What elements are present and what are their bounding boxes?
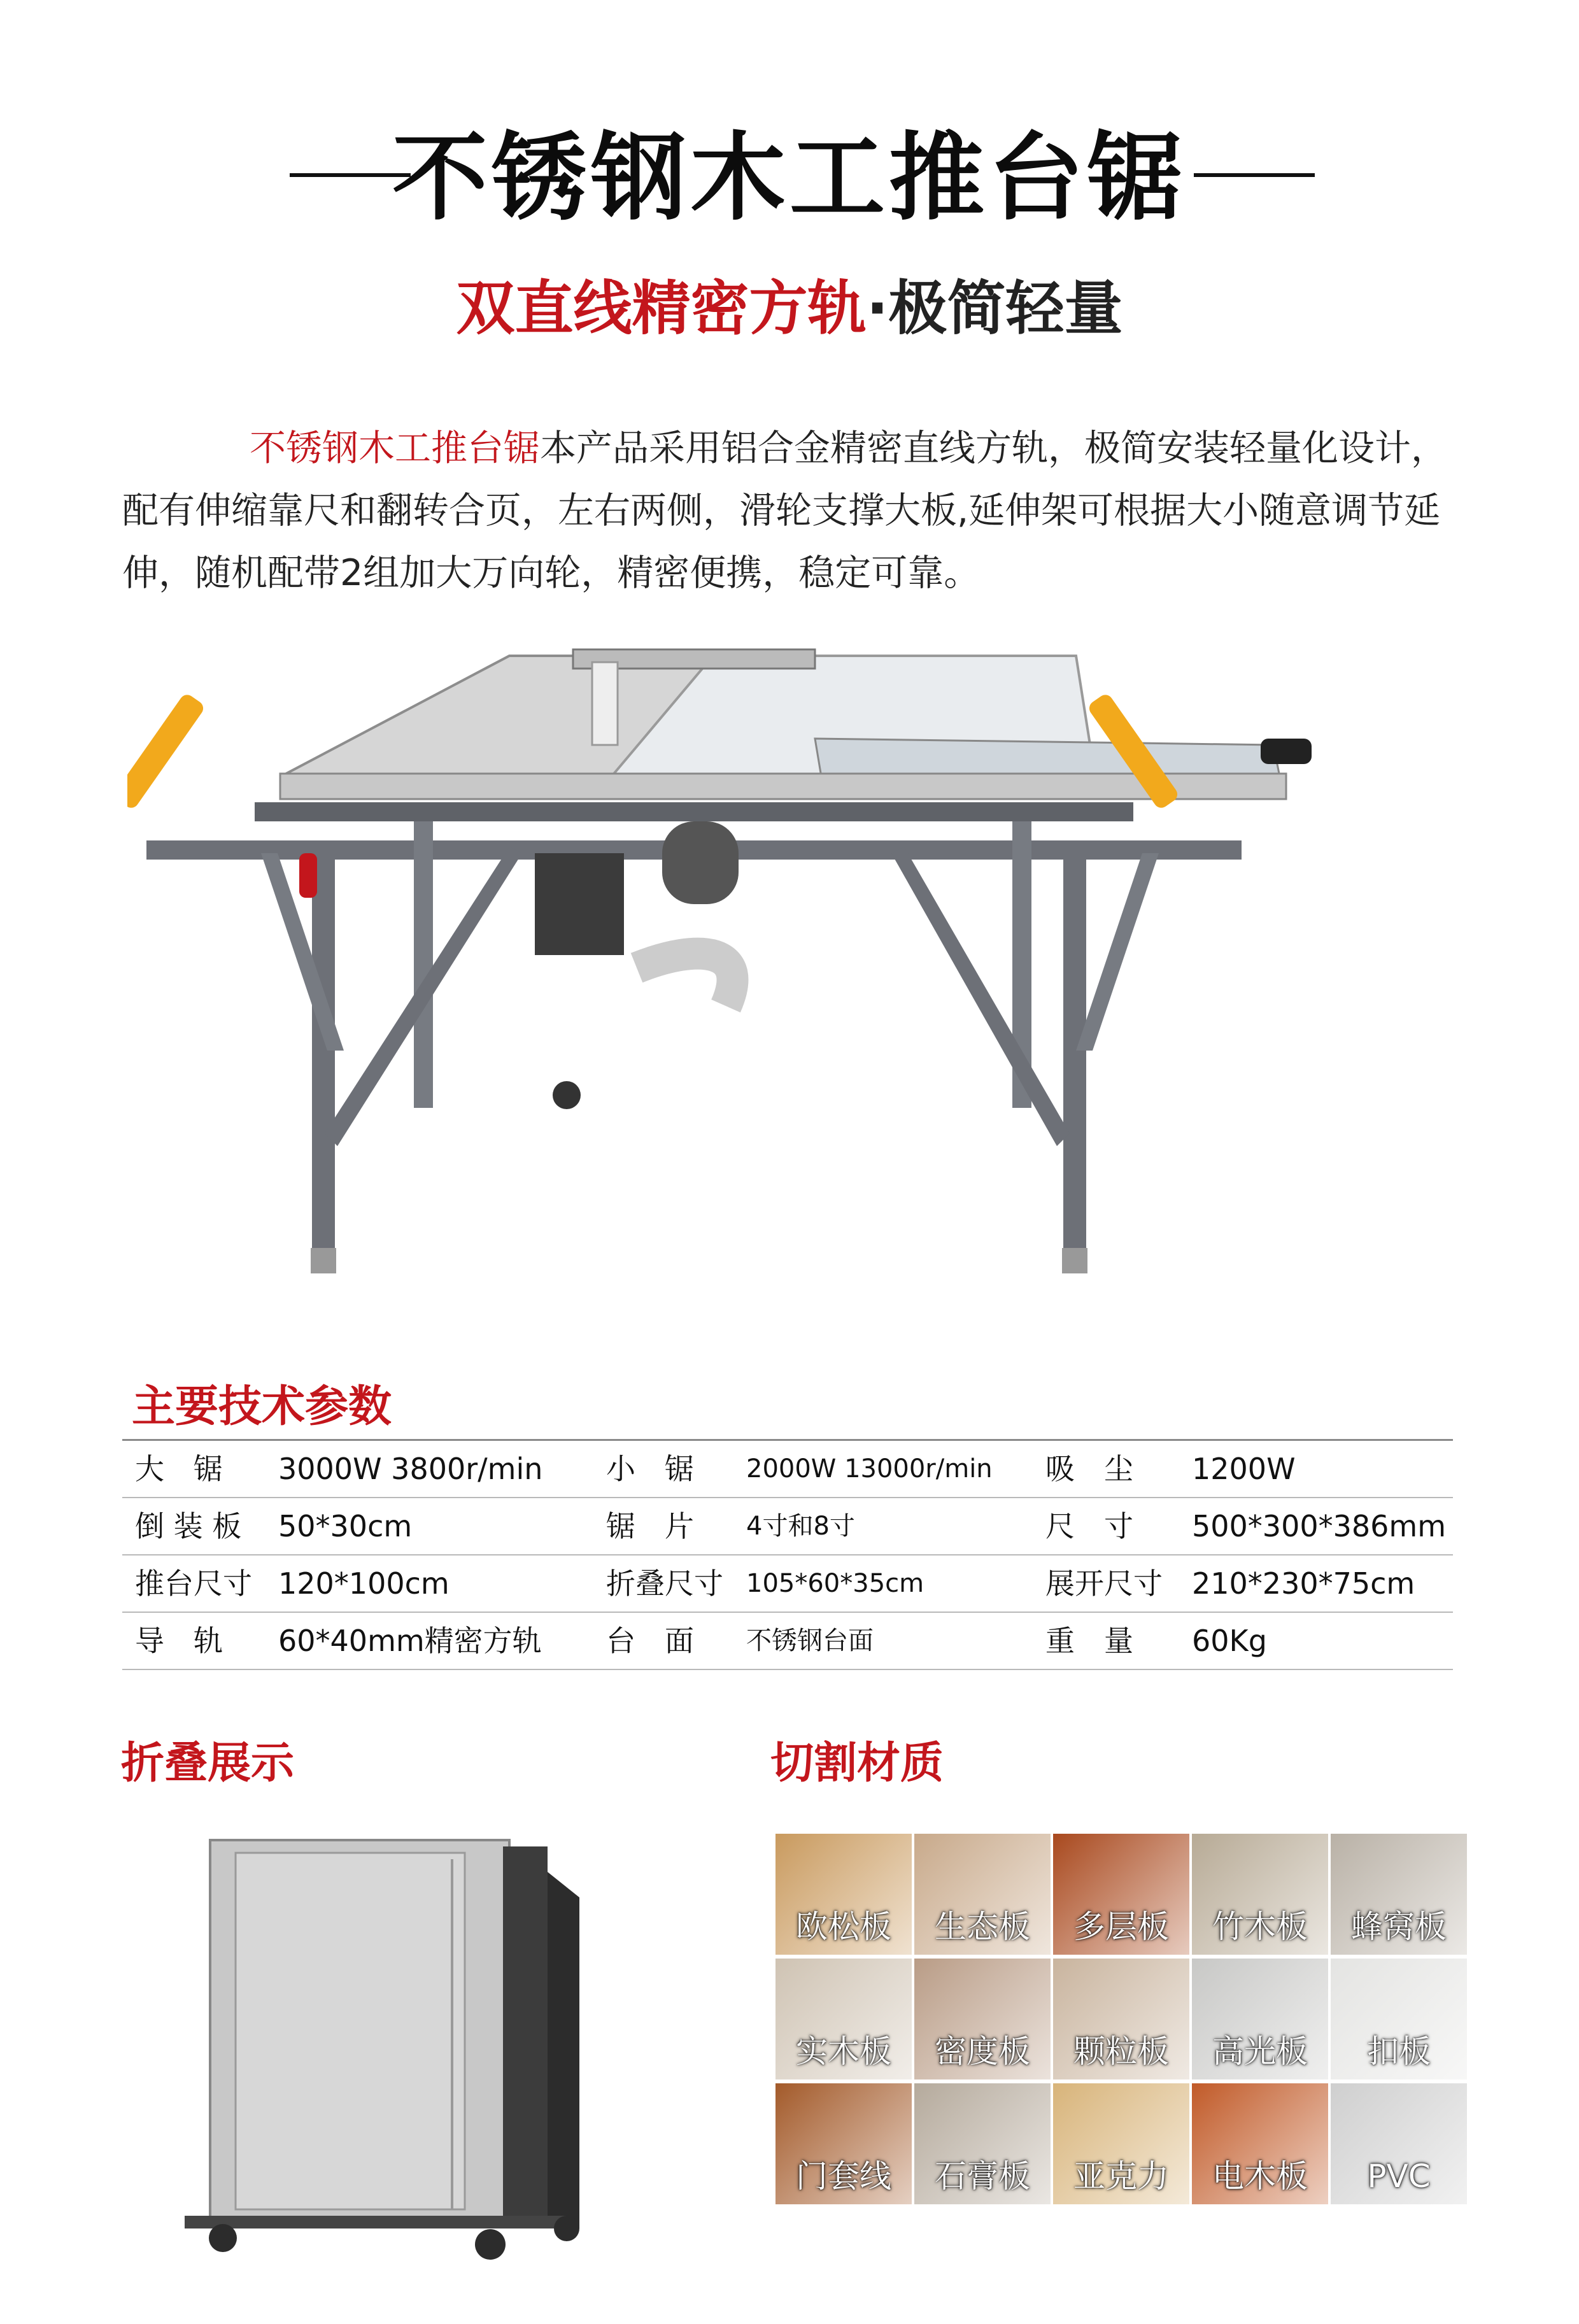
spec-label: 尺 寸 bbox=[1045, 1509, 1133, 1543]
folded-saw-illustration bbox=[185, 1821, 618, 2267]
material-label: PVC bbox=[1367, 2158, 1431, 2195]
page-title: 不锈钢木工推台锯 bbox=[392, 123, 1187, 234]
spec-value: 60Kg bbox=[1192, 1624, 1267, 1658]
material-label: 欧松板 bbox=[796, 1908, 891, 1945]
spec-row bbox=[122, 1498, 1453, 1555]
material-label: 亚克力 bbox=[1073, 2158, 1169, 2195]
material-tile bbox=[775, 1959, 912, 2080]
materials-title: 切割材质 bbox=[770, 1738, 944, 1789]
spec-value: 4寸和8寸 bbox=[746, 1512, 855, 1541]
spec-row bbox=[122, 1555, 1453, 1613]
material-label: 多层板 bbox=[1073, 1908, 1169, 1945]
spec-row bbox=[122, 1613, 1453, 1670]
spec-label: 吸 尘 bbox=[1045, 1452, 1133, 1486]
subtitle-rest: ·极简轻量 bbox=[866, 274, 1123, 343]
material-label: 竹木板 bbox=[1212, 1908, 1308, 1945]
material-tile bbox=[914, 1959, 1051, 2080]
material-label: 生态板 bbox=[935, 1908, 1030, 1945]
material-tile bbox=[775, 2083, 912, 2204]
spec-value: 500*300*386mm bbox=[1192, 1509, 1447, 1543]
spec-value: 120*100cm bbox=[278, 1566, 450, 1601]
spec-label: 展开尺寸 bbox=[1045, 1566, 1163, 1601]
material-tile bbox=[1192, 1959, 1328, 2080]
material-label: 颗粒板 bbox=[1073, 2033, 1169, 2070]
material-tile bbox=[775, 1834, 912, 1955]
spec-value: 210*230*75cm bbox=[1192, 1566, 1415, 1601]
spec-label: 大 锯 bbox=[135, 1452, 223, 1486]
fold-title: 折叠展示 bbox=[121, 1738, 295, 1789]
material-tile bbox=[914, 1834, 1051, 1955]
intro-paragraph bbox=[122, 417, 1459, 604]
material-label: 电木板 bbox=[1212, 2158, 1308, 2195]
spec-label: 小 锯 bbox=[606, 1452, 694, 1486]
material-label: 门套线 bbox=[796, 2158, 891, 2195]
material-tile bbox=[1192, 2083, 1328, 2204]
material-tile bbox=[1053, 1959, 1189, 2080]
intro-highlight: 不锈钢木工推台锯 bbox=[250, 427, 540, 469]
spec-value: 不锈钢台面 bbox=[746, 1626, 874, 1655]
material-label: 高光板 bbox=[1212, 2033, 1308, 2070]
spec-value: 50*30cm bbox=[278, 1509, 413, 1543]
spec-label: 重 量 bbox=[1045, 1624, 1133, 1658]
spec-value: 1200W bbox=[1192, 1452, 1296, 1486]
material-label: 密度板 bbox=[935, 2033, 1030, 2070]
spec-label: 倒 装 板 bbox=[135, 1509, 242, 1543]
table-saw-illustration bbox=[127, 611, 1477, 1343]
spec-value: 2000W 13000r/min bbox=[746, 1454, 993, 1484]
material-tile bbox=[1053, 1834, 1189, 1955]
spec-row bbox=[122, 1439, 1453, 1498]
material-tile bbox=[1192, 1834, 1328, 1955]
material-label: 蜂窝板 bbox=[1351, 1908, 1447, 1945]
material-tile bbox=[1053, 2083, 1189, 2204]
material-tile bbox=[1331, 1834, 1467, 1955]
spec-label: 台 面 bbox=[606, 1624, 694, 1658]
material-tile bbox=[1331, 1959, 1467, 2080]
spec-value: 3000W 3800r/min bbox=[278, 1452, 543, 1486]
spec-label: 锯 片 bbox=[606, 1509, 694, 1543]
page-subtitle bbox=[0, 274, 1579, 344]
material-tile bbox=[914, 2083, 1051, 2204]
material-label: 实木板 bbox=[796, 2033, 891, 2070]
subtitle-highlight: 双直线精密方轨 bbox=[456, 274, 867, 343]
spec-table bbox=[122, 1439, 1453, 1670]
material-label: 石膏板 bbox=[935, 2158, 1030, 2195]
intro-text: 本产品采用铝合金精密直线方轨，极简安装轻量化设计，配有伸缩靠尺和翻转合页，左右两侧，滑轮支撑大板,延伸架可根据大小随意调节延伸，随机配带2组加大万向轮，精密便携，稳定可靠。 bbox=[122, 427, 1447, 594]
material-label: 扣板 bbox=[1367, 2033, 1431, 2070]
material-tile bbox=[1331, 2083, 1467, 2204]
specs-title: 主要技术参数 bbox=[132, 1382, 392, 1432]
spec-label: 推台尺寸 bbox=[135, 1566, 252, 1601]
spec-label: 导 轨 bbox=[135, 1624, 223, 1658]
spec-value: 105*60*35cm bbox=[746, 1569, 924, 1598]
spec-value: 60*40mm精密方轨 bbox=[278, 1624, 542, 1658]
spec-label: 折叠尺寸 bbox=[606, 1566, 723, 1601]
